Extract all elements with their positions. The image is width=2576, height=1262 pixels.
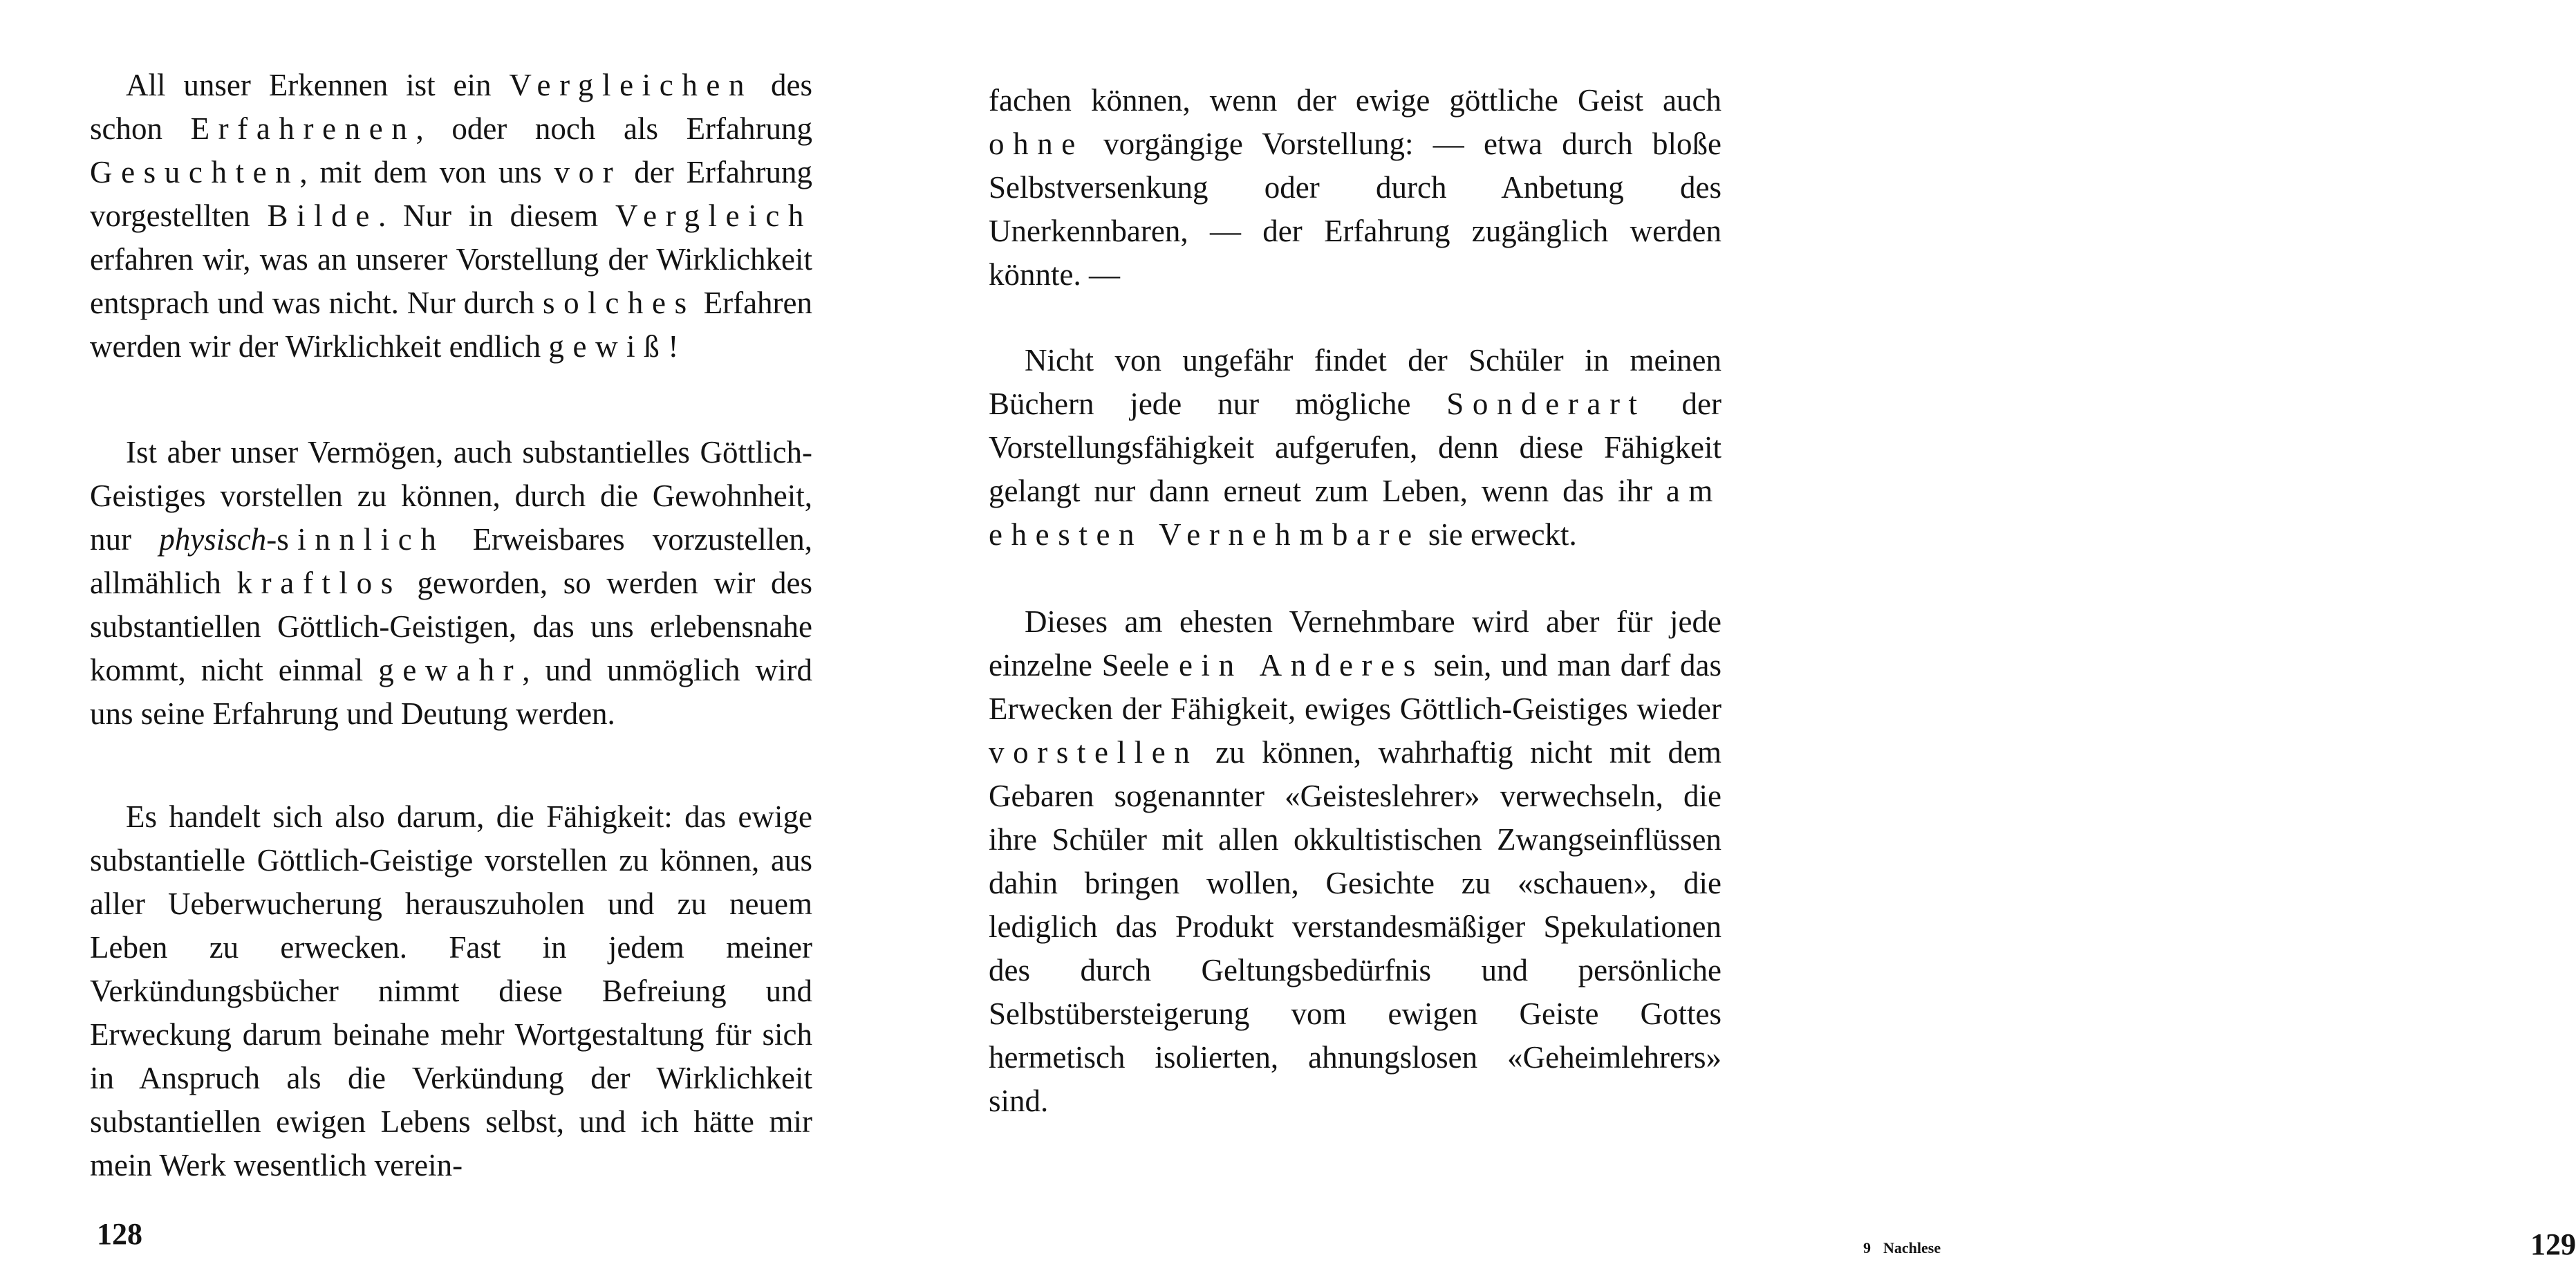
spaced-emphasis: vor (554, 155, 622, 189)
page-number: 129 (2530, 1227, 2576, 1261)
spaced-emphasis: gewahr (378, 653, 523, 687)
spaced-emphasis: solches (543, 286, 696, 320)
right-page (878, 0, 2576, 1261)
spaced-emphasis: gewiß! (548, 329, 687, 364)
spaced-emphasis: Erfahrenen (190, 111, 416, 146)
spaced-emphasis: ohne (989, 127, 1084, 161)
spaced-emphasis: Vergleich (615, 198, 812, 233)
signature-title: Nachlese (1883, 1239, 1941, 1256)
paragraph: fachen können, wenn der ewige göttliche Geist auch ohne vorgängige Vorstellung: — etwa durch bloße Selbstversenkung oder durch Anbetung des Unerkennbaren, — der Erfahrung zugänglich werden könnte. — (989, 83, 1721, 292)
spaced-emphasis: sinnlich (277, 522, 445, 557)
signature-line (1863, 1238, 1953, 1259)
spaced-emphasis: Vergleichen (509, 68, 754, 102)
spaced-emphasis: kraftlos (236, 566, 402, 600)
spaced-emphasis: Sonderart (1446, 387, 1646, 421)
spaced-emphasis: vorstellen (989, 735, 1199, 770)
left-page (0, 0, 878, 1259)
paragraph: Nicht von ungefähr findet der Schüler in meinen Büchern jede nur mögliche Sonderart der Vorstellungsfähigkeit aufgerufen, denn diese Fähigkeit gelangt nur dann erneut zum Leben, wenn das ihr am ehesten Vernehmbare sie erweckt. (989, 343, 1721, 552)
paragraph: Es handelt sich also darum, die Fähigkeit: das ewige substantielle Göttlich-Geistige vorstellen zu können, aus aller Ueberwucherung herauszuholen und zu neuem Leben zu erwecken. Fast in jedem meiner Verkündungsbücher nimmt diese Befreiung und Erweckung darum beinahe mehr Wortgestaltung für sich in Anspruch als die Verkündung der Wirklichkeit substantiellen ewigen Lebens selbst, und ich hätte mir mein Werk wesentlich verein- (90, 799, 812, 1182)
page-number: 128 (97, 1217, 142, 1251)
signature-mark: 9 (1863, 1239, 1871, 1256)
spaced-emphasis: Bilde (267, 198, 378, 233)
paragraph: Ist aber unser Vermögen, auch substantielles Göttlich-Geistiges vorstellen zu können, durch die Gewohnheit, nur physisch-sinnlich Erweisbares vorzustellen, allmählich kraftlos geworden, so werden wir des substantiellen Göttlich-Geistigen, das uns erlebensnahe kommt, nicht einmal gewahr, und unmöglich wird uns seine Erfahrung und Deutung werden. (90, 435, 813, 731)
spaced-emphasis: Gesuchten (90, 155, 300, 189)
italic-emphasis: physisch (159, 522, 267, 557)
paragraph: All unser Erkennen ist ein Vergleichen des schon Erfahrenen, oder noch als Erfahrung Gesuchten, mit dem von uns vor der Erfahrung vorgestellten Bilde. Nur in diesem Vergleich erfahren wir, was an unserer Vorstellung der Wirklichkeit entsprach und was nicht. Nur durch solches Erfahren werden wir der Wirklichkeit endlich gewiß! (90, 68, 812, 364)
spaced-emphasis: ein Anderes (1178, 648, 1424, 683)
spaced-emphasis: am ehesten Vernehmbare (989, 474, 1721, 552)
paragraph: Dieses am ehesten Vernehmbare wird aber für jede einzelne Seele ein Anderes sein, und man darf das Erwecken der Fähigkeit, ewiges Göttlich-Geistiges wieder vorstellen zu können, wahrhaftig nicht mit dem Gebaren sogenannter «Geisteslehrer» verwechseln, die ihre Schüler mit allen okkultistischen Zwangseinflüssen dahin bringen wollen, Gesichte zu «schauen», die lediglich das Produkt verstandesmäßiger Spekulationen des durch Geltungsbedürfnis und persönliche Selbstübersteigerung vom ewigen Geiste Gottes hermetisch isolierten, ahnungslosen «Geheimlehrers» sind. (989, 604, 1721, 1118)
